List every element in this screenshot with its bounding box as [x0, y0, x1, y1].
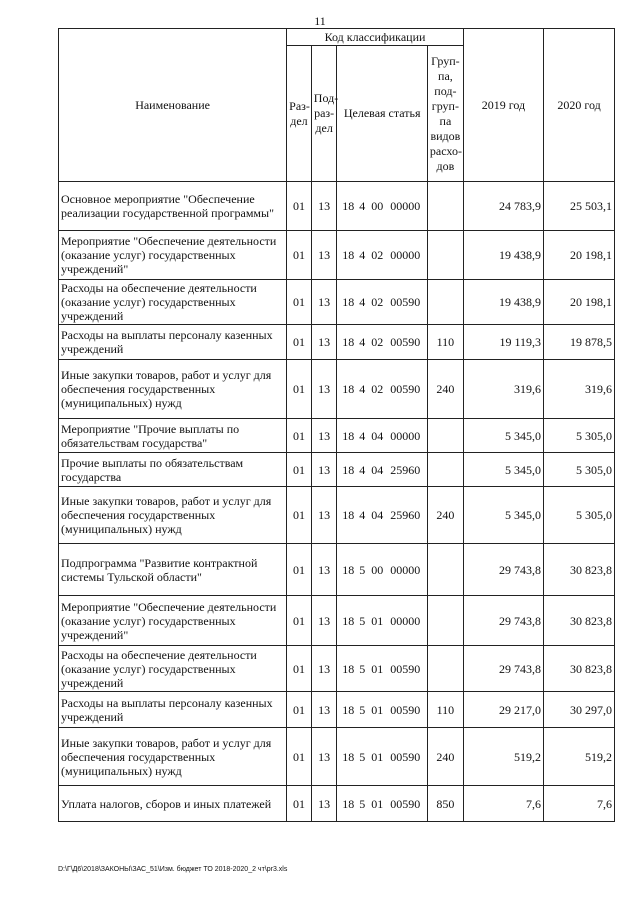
row-razdel: 01	[287, 487, 312, 544]
row-group	[427, 544, 463, 596]
row-group	[427, 596, 463, 646]
row-podrazdel: 13	[311, 728, 337, 786]
row-2019: 29 743,8	[463, 544, 543, 596]
target-direction: 00000	[390, 562, 421, 577]
header-target: Целевая статья	[337, 46, 427, 182]
budget-table	[58, 28, 615, 822]
row-podrazdel: 13	[311, 231, 337, 280]
table-row	[59, 646, 615, 692]
target-subprogram: 5	[359, 796, 366, 811]
table-row	[59, 325, 615, 360]
target-event: 00	[371, 199, 384, 213]
row-name: Иные закупки товаров, работ и услуг для обеспечения государственных (муниципальных) нужд	[59, 360, 287, 419]
row-name: Мероприятие "Прочие выплаты по обязательствам государства"	[59, 419, 287, 453]
header-2020: 2020 год	[544, 29, 615, 182]
target-direction: 00000	[390, 248, 421, 262]
row-2020: 5 305,0	[544, 487, 615, 544]
page-number: 11	[314, 14, 326, 28]
target-direction: 25960	[390, 462, 421, 477]
target-event: 04	[371, 462, 384, 477]
row-2019: 5 345,0	[463, 453, 543, 487]
row-target	[337, 280, 427, 325]
row-razdel: 01	[287, 280, 312, 325]
row-target	[337, 182, 427, 231]
row-podrazdel: 13	[311, 544, 337, 596]
target-subprogram: 5	[359, 661, 366, 676]
row-name: Расходы на выплаты персоналу казенных учреждений	[59, 692, 287, 728]
row-podrazdel: 13	[311, 786, 337, 822]
target-program: 18	[342, 796, 355, 811]
table-row	[59, 544, 615, 596]
row-name: Иные закупки товаров, работ и услуг для обеспечения государственных (муниципальных) нужд	[59, 728, 287, 786]
target-program: 18	[342, 613, 355, 628]
row-2019: 7,6	[463, 786, 543, 822]
target-event: 02	[371, 295, 384, 309]
row-target	[337, 325, 427, 360]
row-razdel: 01	[287, 453, 312, 487]
row-razdel: 01	[287, 728, 312, 786]
row-target	[337, 419, 427, 453]
row-2019: 319,6	[463, 360, 543, 419]
row-group	[427, 182, 463, 231]
row-group: 240	[427, 360, 463, 419]
row-name: Основное мероприятие "Обеспечение реализации государственной программы"	[59, 182, 287, 231]
row-podrazdel: 13	[311, 419, 337, 453]
target-subprogram: 5	[359, 613, 366, 628]
row-2020: 7,6	[544, 786, 615, 822]
target-program: 18	[342, 335, 355, 349]
table-row	[59, 487, 615, 544]
row-name: Прочие выплаты по обязательствам государства	[59, 453, 287, 487]
target-event: 02	[371, 248, 384, 262]
target-program: 18	[342, 462, 355, 477]
row-razdel: 01	[287, 544, 312, 596]
row-2020: 30 823,8	[544, 596, 615, 646]
row-2019: 519,2	[463, 728, 543, 786]
target-program: 18	[342, 428, 355, 443]
row-razdel: 01	[287, 646, 312, 692]
row-razdel: 01	[287, 360, 312, 419]
row-2020: 20 198,1	[544, 231, 615, 280]
row-podrazdel: 13	[311, 692, 337, 728]
row-name: Мероприятие "Обеспечение деятельности (оказание услуг) государственных учреждений"	[59, 596, 287, 646]
row-2019: 19 438,9	[463, 280, 543, 325]
row-2019: 19 119,3	[463, 325, 543, 360]
row-podrazdel: 13	[311, 596, 337, 646]
row-2019: 29 743,8	[463, 596, 543, 646]
row-name: Расходы на выплаты персоналу казенных учреждений	[59, 325, 287, 360]
row-razdel: 01	[287, 325, 312, 360]
row-group	[427, 646, 463, 692]
target-event: 01	[371, 702, 384, 717]
target-event: 04	[371, 508, 384, 522]
target-direction: 25960	[390, 508, 421, 522]
row-podrazdel: 13	[311, 280, 337, 325]
row-group: 110	[427, 325, 463, 360]
row-target	[337, 646, 427, 692]
header-razdel: Раз-дел	[287, 46, 312, 182]
target-subprogram: 5	[359, 562, 366, 577]
target-program: 18	[342, 295, 355, 309]
target-direction: 00590	[390, 796, 421, 811]
row-name: Уплата налогов, сборов и иных платежей	[59, 786, 287, 822]
row-2020: 5 305,0	[544, 453, 615, 487]
table-header	[59, 29, 615, 182]
target-program: 18	[342, 749, 355, 764]
target-direction: 00590	[390, 749, 421, 764]
row-2020: 5 305,0	[544, 419, 615, 453]
row-2020: 519,2	[544, 728, 615, 786]
target-direction: 00590	[390, 661, 421, 676]
target-event: 04	[371, 428, 384, 443]
row-target	[337, 728, 427, 786]
target-program: 18	[342, 562, 355, 577]
footer-file-path: D:\Г\Д6\2018\ЗАКОНЫ\ЗАС_51\Изм. бюджет ТО 2018-2020_2 чт\pr3.xls	[58, 866, 288, 873]
header-podrazdel: Под-раз-дел	[311, 46, 337, 182]
row-group	[427, 419, 463, 453]
target-event: 01	[371, 661, 384, 676]
row-2020: 19 878,5	[544, 325, 615, 360]
row-target	[337, 596, 427, 646]
row-target	[337, 360, 427, 419]
table-row	[59, 786, 615, 822]
target-direction: 00590	[390, 702, 421, 717]
target-direction: 00000	[390, 199, 421, 213]
row-2019: 19 438,9	[463, 231, 543, 280]
row-group: 240	[427, 728, 463, 786]
row-2019: 5 345,0	[463, 419, 543, 453]
row-group	[427, 280, 463, 325]
row-2020: 30 823,8	[544, 646, 615, 692]
row-target	[337, 692, 427, 728]
table-row	[59, 280, 615, 325]
row-podrazdel: 13	[311, 360, 337, 419]
target-subprogram: 4	[359, 462, 366, 477]
row-podrazdel: 13	[311, 325, 337, 360]
row-razdel: 01	[287, 692, 312, 728]
header-classification: Код классификации	[287, 29, 464, 46]
row-target	[337, 487, 427, 544]
row-group	[427, 231, 463, 280]
target-subprogram: 4	[359, 508, 366, 522]
row-podrazdel: 13	[311, 646, 337, 692]
table-row	[59, 596, 615, 646]
target-event: 01	[371, 613, 384, 628]
row-target	[337, 453, 427, 487]
row-2020: 30 823,8	[544, 544, 615, 596]
target-direction: 00590	[390, 295, 421, 309]
row-target	[337, 786, 427, 822]
row-group: 110	[427, 692, 463, 728]
table-row	[59, 231, 615, 280]
row-target	[337, 231, 427, 280]
row-2019: 29 743,8	[463, 646, 543, 692]
row-name: Иные закупки товаров, работ и услуг для обеспечения государственных (муниципальных) нужд	[59, 487, 287, 544]
target-direction: 00590	[390, 335, 421, 349]
header-group: Груп-па, под-груп-па видов расхо-дов	[427, 46, 463, 182]
target-subprogram: 5	[359, 749, 366, 764]
row-2019: 29 217,0	[463, 692, 543, 728]
row-2020: 20 198,1	[544, 280, 615, 325]
target-subprogram: 4	[359, 248, 366, 262]
target-event: 01	[371, 796, 384, 811]
row-razdel: 01	[287, 786, 312, 822]
table-row	[59, 360, 615, 419]
row-group: 850	[427, 786, 463, 822]
table-row	[59, 692, 615, 728]
header-name: Наименование	[59, 29, 287, 182]
row-name: Мероприятие "Обеспечение деятельности (оказание услуг) государственных учреждений"	[59, 231, 287, 280]
target-program: 18	[342, 248, 355, 262]
table-body	[59, 182, 615, 822]
target-subprogram: 4	[359, 428, 366, 443]
row-2019: 24 783,9	[463, 182, 543, 231]
row-2020: 319,6	[544, 360, 615, 419]
row-2019: 5 345,0	[463, 487, 543, 544]
row-group: 240	[427, 487, 463, 544]
target-event: 01	[371, 749, 384, 764]
target-subprogram: 5	[359, 702, 366, 717]
row-name: Расходы на обеспечение деятельности (оказание услуг) государственных учреждений	[59, 280, 287, 325]
row-razdel: 01	[287, 231, 312, 280]
target-program: 18	[342, 199, 355, 213]
row-name: Подпрограмма "Развитие контрактной системы Тульской области"	[59, 544, 287, 596]
target-subprogram: 4	[359, 295, 366, 309]
target-subprogram: 4	[359, 382, 366, 396]
target-event: 00	[371, 562, 384, 577]
row-podrazdel: 13	[311, 453, 337, 487]
target-direction: 00000	[390, 428, 421, 443]
target-event: 02	[371, 382, 384, 396]
row-2020: 30 297,0	[544, 692, 615, 728]
row-podrazdel: 13	[311, 487, 337, 544]
row-podrazdel: 13	[311, 182, 337, 231]
target-program: 18	[342, 702, 355, 717]
row-target	[337, 544, 427, 596]
target-event: 02	[371, 335, 384, 349]
target-subprogram: 4	[359, 335, 366, 349]
target-direction: 00590	[390, 382, 421, 396]
target-program: 18	[342, 508, 355, 522]
target-program: 18	[342, 382, 355, 396]
row-group	[427, 453, 463, 487]
row-2020: 25 503,1	[544, 182, 615, 231]
table-row	[59, 419, 615, 453]
row-razdel: 01	[287, 182, 312, 231]
target-subprogram: 4	[359, 199, 366, 213]
table-row	[59, 728, 615, 786]
header-2019: 2019 год	[463, 29, 543, 182]
target-direction: 00000	[390, 613, 421, 628]
target-program: 18	[342, 661, 355, 676]
row-razdel: 01	[287, 419, 312, 453]
table-row	[59, 453, 615, 487]
row-razdel: 01	[287, 596, 312, 646]
table-row	[59, 182, 615, 231]
row-name: Расходы на обеспечение деятельности (оказание услуг) государственных учреждений	[59, 646, 287, 692]
